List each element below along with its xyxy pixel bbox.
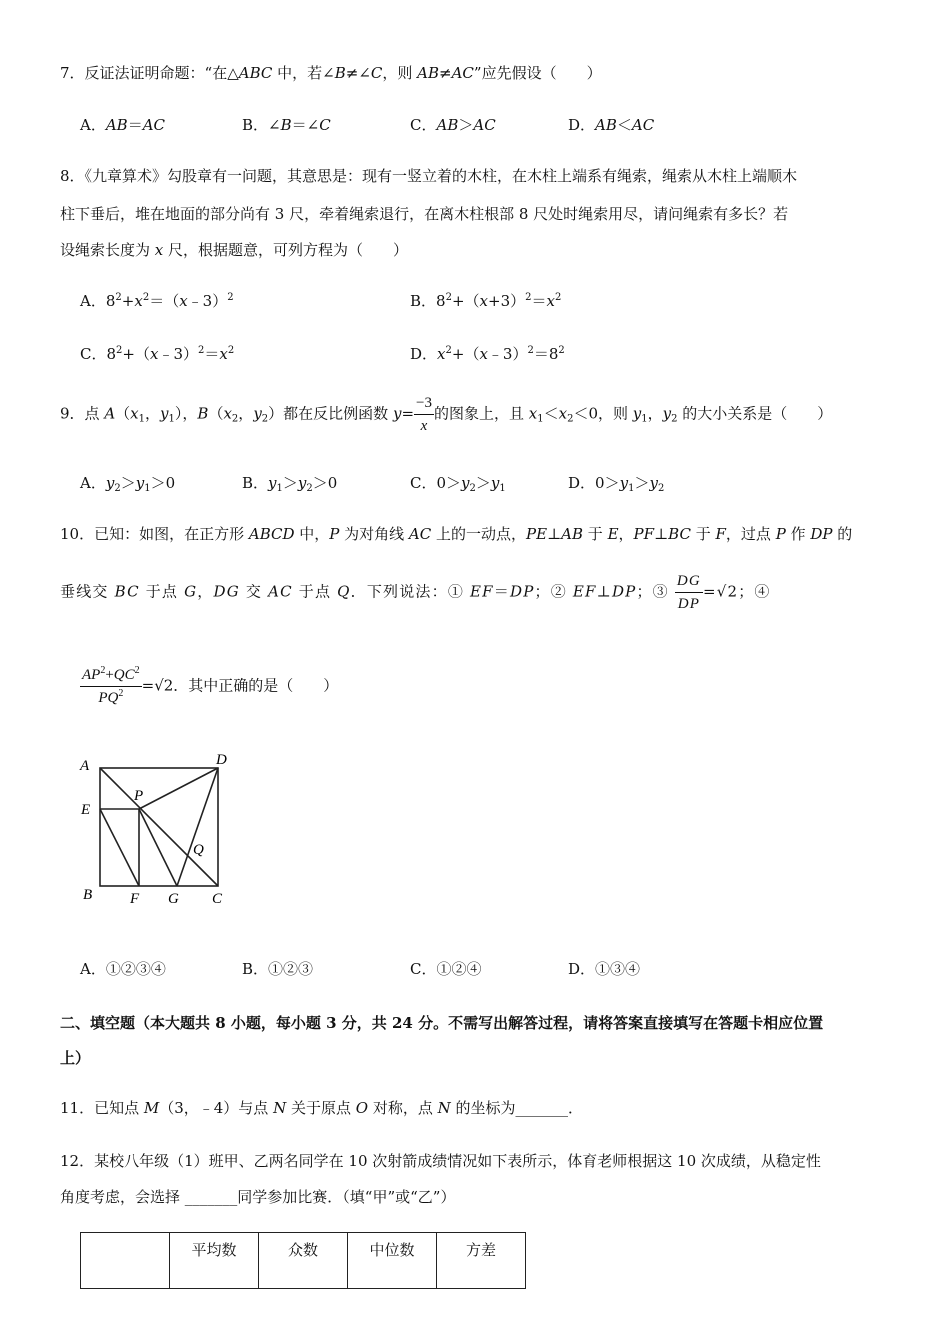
q8-option-c: C．$8^2+(x﹣3)^2=x^2$ [80,345,235,363]
q12-line-1: 12．某校八年级（1）班甲、乙两名同学在 10 次射箭成绩情况如下表所示，体育老师根据这 10 次成绩，从稳定性 [60,1152,821,1170]
q8-option-d: D．$x^2+(x﹣3)^2=8^2$ [410,345,565,363]
label-c: C [212,891,223,907]
q8-option-a: A．$8^2+x^2=(x﹣3)^2$ [80,292,234,310]
label-p: P [134,788,144,804]
q7-option-d: D．AB＜AC [568,116,655,134]
q7-option-c: C．AB＞AC [410,116,496,134]
q12-line-2: 角度考虑，会选择 _______同学参加比赛．（填“甲”或“乙”） [60,1188,456,1206]
label-q: Q [193,842,204,858]
q10-option-d: D．①③④ [568,960,641,978]
q10-line-2: 垂线交 BC 于点 G，DG 交 AC 于点 Q．下列说法：① EF＝DP；② EF⊥DP；③ $\frac{DG}{DP}$ =√2；④ [60,570,771,615]
table-header-blank [81,1233,170,1289]
q10-line-3: $\frac{AP^2+QC^2}{PQ^2}$ =√2．其中正确的是（ ） [80,664,338,709]
table-header-mean: 平均数 [170,1233,259,1289]
table-header-mode: 众数 [259,1233,348,1289]
q10-line-1: 10．已知：如图，在正方形 ABCD 中，P 为对角线 AC 上的一动点，PE⊥AB 于 E，PF⊥BC 于 F，过点 P 作 DP 的 [60,525,853,543]
label-g: G [168,891,179,907]
q9-option-d: D．$0>y_1>y_2$ [568,474,665,494]
q8-line-3: 设绳索长度为 x 尺，根据题意，可列方程为（ ） [60,241,409,259]
q10-fraction-4: $\frac{AP^2+QC^2}{PQ^2}$ [82,665,140,706]
q8-line-1: 8．《九章算术》勾股章有一问题，其意思是：现有一竖立着的木柱，在木柱上端系有绳索，绳索从木柱上端顺木 [60,167,798,185]
table-header-row [81,1233,526,1289]
q10-option-a: A．①②③④ [80,960,166,978]
q10-option-b: B．①②③ [242,960,314,978]
q8-option-b: B．$8^2+(x+3)^2=x^2$ [410,292,562,310]
q9-option-a: A．$y_2>y_1>0$ [80,474,176,494]
label-b: B [83,887,93,903]
label-e: E [81,802,91,818]
table-header-median: 中位数 [348,1233,437,1289]
q9-option-b: B．$y_1>y_2>0$ [242,474,338,494]
label-d: D [216,752,227,768]
label-f: F [130,891,140,907]
q9-option-c: C．$0>y_2>y_1$ [410,474,506,494]
square-figure [70,748,240,913]
section-2-heading-line-2: 上） [60,1049,91,1067]
table-header-variance: 方差 [437,1233,526,1289]
section-2-heading-line-1: 二、填空题（本大题共 8 小题，每小题 3 分，共 24 分。不需写出解答过程，请将答案直接填写在答题卡相应位置 [60,1014,824,1032]
q7-option-a: A．AB＝AC [80,116,166,134]
label-a: A [80,758,90,774]
q9-fraction: $\frac{-3}{x}$ [414,392,434,437]
q10-fraction-3: $\frac{DG}{DP}$ [675,570,703,615]
q11-stem: 11．已知点 M（3，﹣4）与点 N 关于原点 O 对称，点 N 的坐标为_______． [60,1099,584,1117]
q9-stem: 9．点 $A(x_1$，$y_1$），$B(x_2$，$y_2$）都在反比例函数 y= $\frac{-3}{x}$ 的图象上，且 $x_1<x_2<0$，则 $y_1$，$y_2$ 的大小关系是（ ） [60,392,832,437]
q8-line-2: 柱下垂后，堆在地面的部分尚有 3 尺，牵着绳索退行，在离木柱根部 8 尺处时绳索用尽，请问绳索有多长？若 [60,205,789,223]
q7-option-b: B．∠B＝∠C [242,116,331,134]
score-table [80,1232,526,1289]
q7-stem: 7．反证法证明命题：“在△ABC 中，若∠B≠∠C，则 AB≠AC”应先假设（ ） [60,64,602,82]
q10-option-c: C．①②④ [410,960,482,978]
